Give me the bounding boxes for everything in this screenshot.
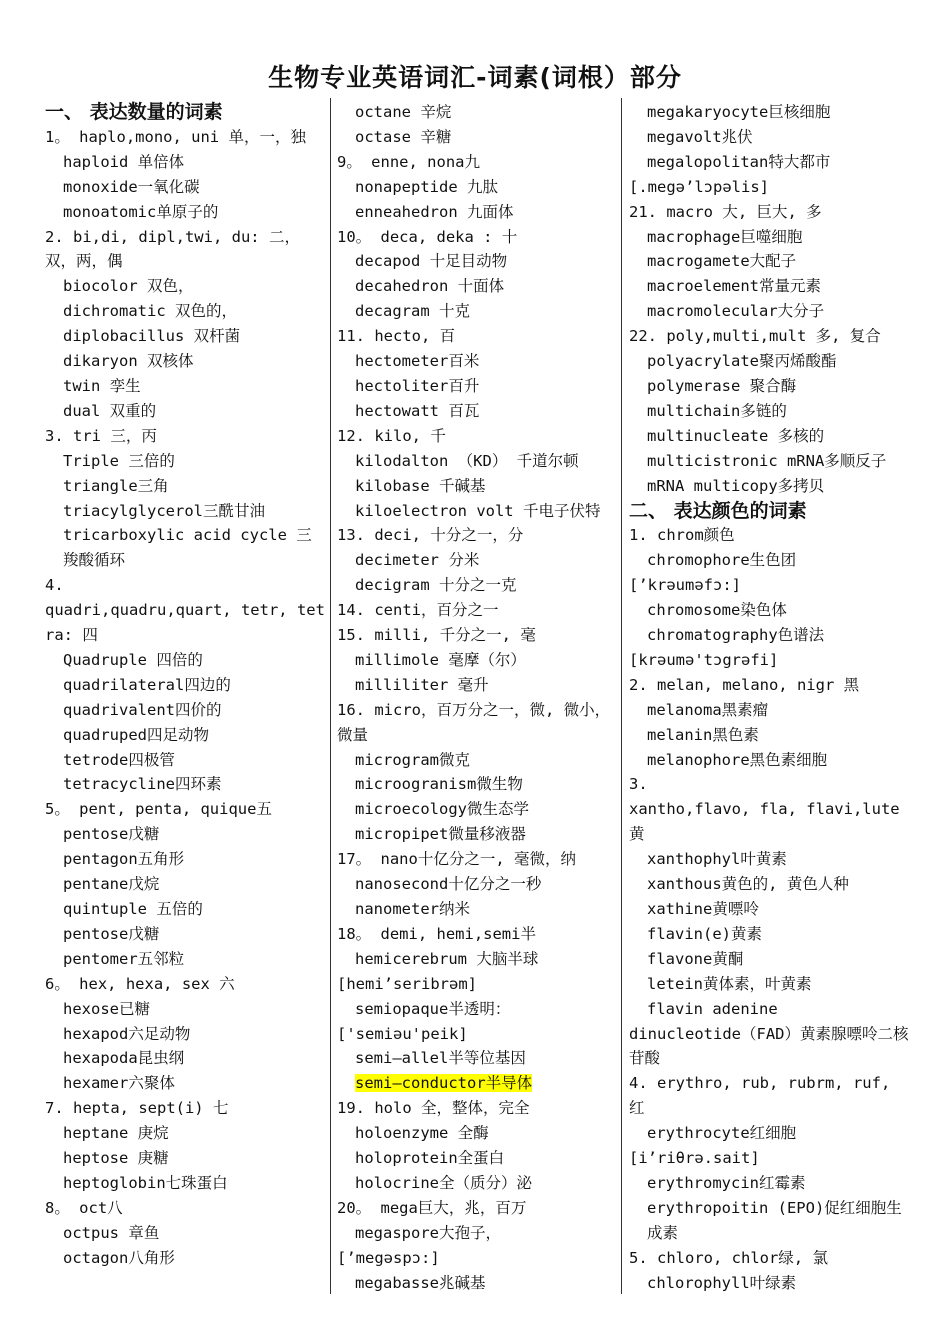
text-line [629, 474, 909, 499]
text-line [45, 1196, 327, 1221]
text-line [45, 374, 327, 399]
text-line [629, 997, 909, 1022]
text-line [45, 1171, 327, 1196]
line-text: polymerase 聚合酶 [647, 376, 797, 395]
text-line [629, 1171, 909, 1196]
text-line [45, 1046, 327, 1071]
line-text: flavin adenine [647, 999, 778, 1018]
text-line [337, 698, 619, 748]
text-line [45, 499, 327, 524]
text-line [629, 249, 909, 274]
text-line [629, 947, 909, 972]
line-text: diplobacillus 双杆菌 [63, 327, 241, 346]
text-line [629, 299, 909, 324]
text-line [337, 797, 619, 822]
text-line [45, 324, 327, 349]
text-line [337, 748, 619, 773]
line-text: [hemi’seribrəm] [337, 974, 477, 993]
line-text: haploid 单倍体 [63, 152, 185, 171]
text-line [45, 125, 327, 150]
text-line [337, 1221, 619, 1246]
line-text: macroelement常量元素 [647, 277, 821, 296]
line-text: holoenzyme 全酶 [355, 1124, 489, 1143]
line-text: triangle三角 [63, 476, 169, 495]
line-text: 5。 pent, penta, quique五 [45, 800, 272, 819]
text-line [337, 249, 619, 274]
line-text: melanoma黑素瘤 [647, 700, 769, 719]
line-text: erythropoitin (EPO)促红细胞生成素 [647, 1198, 902, 1242]
text-line [629, 200, 909, 225]
text-line [337, 474, 619, 499]
line-text: chromosome染色体 [647, 601, 787, 620]
line-text: megavolt兆伏 [647, 127, 753, 146]
text-line [629, 324, 909, 349]
line-text: holocrine全（质分）泌 [355, 1173, 532, 1192]
text-line [45, 200, 327, 225]
text-line [337, 175, 619, 200]
line-text: enneahedron 九面体 [355, 202, 514, 221]
line-text: octpus 章鱼 [63, 1223, 160, 1242]
line-text: megabasse兆碱基 [355, 1273, 486, 1292]
line-text: quadrivalent四价的 [63, 700, 222, 719]
text-line [45, 399, 327, 424]
text-line [337, 125, 619, 150]
text-line [45, 1221, 327, 1246]
line-text: macrophage巨噬细胞 [647, 227, 803, 246]
line-text: hexapod六足动物 [63, 1024, 191, 1043]
text-line [337, 947, 619, 972]
text-line [45, 847, 327, 872]
line-text: multicistronic mRNA多顺反子 [647, 451, 887, 470]
line-text: 9。 enne, nona九 [337, 152, 480, 171]
text-line [629, 673, 909, 698]
line-text: heptoglobin七珠蛋白 [63, 1173, 228, 1192]
line-text: flavone黄酮 [647, 949, 744, 968]
line-text: 11. hecto, 百 [337, 327, 456, 346]
line-text: octase 辛糖 [355, 127, 452, 146]
line-text: 3. [629, 775, 648, 794]
line-text: micropipet微量移液器 [355, 825, 526, 844]
line-text: hectometer百米 [355, 352, 480, 371]
text-line [45, 1146, 327, 1171]
line-text: melanin黑色素 [647, 725, 759, 744]
text-line [337, 1071, 619, 1096]
text-line [337, 424, 619, 449]
text-line [629, 872, 909, 897]
text-column-2 [337, 100, 619, 1296]
line-text: 17。 nano十亿分之一, 毫微，纳 [337, 850, 576, 869]
text-line [45, 922, 327, 947]
text-line [629, 648, 909, 673]
line-text: Triple 三倍的 [63, 451, 175, 470]
text-line [337, 872, 619, 897]
text-line [45, 997, 327, 1022]
text-line [337, 772, 619, 797]
text-line [629, 1196, 909, 1246]
text-line [45, 449, 327, 474]
line-text: 18。 demi, hemi,semi半 [337, 924, 536, 943]
line-text: quadrilateral四边的 [63, 675, 231, 694]
text-line [337, 1271, 619, 1296]
text-line [629, 698, 909, 723]
line-text: 22. poly,multi,mult 多, 复合 [629, 327, 881, 346]
text-line [45, 648, 327, 673]
line-text: 8。 oct八 [45, 1198, 123, 1217]
line-text: 10。 deca, deka : 十 [337, 227, 518, 246]
line-text: 1. chrom颜色 [629, 526, 735, 545]
text-line [337, 598, 619, 623]
text-line [337, 673, 619, 698]
text-line [629, 772, 909, 797]
text-line [629, 922, 909, 947]
text-line [337, 324, 619, 349]
line-text: microecology微生态学 [355, 800, 529, 819]
line-text: holoprotein全蛋白 [355, 1149, 505, 1168]
text-line [45, 598, 327, 648]
text-line [337, 922, 619, 947]
line-text: megakaryocyte巨核细胞 [647, 103, 831, 121]
line-text: quadruped四足动物 [63, 725, 209, 744]
text-line [629, 399, 909, 424]
text-line [337, 349, 619, 374]
text-line [337, 1171, 619, 1196]
text-line [629, 1246, 909, 1271]
line-text: [’krəuməfɔ:] [629, 576, 741, 595]
line-text: 3. tri 三，丙 [45, 426, 157, 445]
text-line [45, 274, 327, 299]
line-text: microgram微克 [355, 750, 470, 769]
text-line [629, 150, 909, 175]
line-text: hexamer六聚体 [63, 1074, 175, 1093]
text-line [337, 648, 619, 673]
text-line [45, 1096, 327, 1121]
section-heading [629, 499, 909, 524]
line-text: decagram 十克 [355, 302, 470, 321]
line-text: heptane 庚烷 [63, 1124, 169, 1143]
line-text: monoxide一氧化碳 [63, 177, 200, 196]
text-column-1 [45, 100, 327, 1271]
line-text: xanthophyl叶黄素 [647, 850, 787, 869]
text-line [337, 997, 619, 1022]
line-text: 21. macro 大, 巨大, 多 [629, 202, 822, 221]
line-text: ['semiəu'peik] [337, 1024, 468, 1043]
line-text: 1。 haplo,mono, uni 单，一，独 [45, 127, 306, 146]
text-line [337, 225, 619, 250]
line-text: pentose戊糖 [63, 825, 160, 844]
text-line [629, 225, 909, 250]
text-line [337, 1246, 619, 1271]
text-line [337, 822, 619, 847]
text-line [629, 598, 909, 623]
line-text: decapod 十足目动物 [355, 252, 508, 271]
text-line [337, 523, 619, 548]
line-text: decahedron 十面体 [355, 277, 505, 296]
text-line [337, 847, 619, 872]
text-line [337, 1096, 619, 1121]
line-text: milliliter 毫升 [355, 675, 489, 694]
line-text: kilodalton （KD） 千道尔顿 [355, 451, 579, 470]
line-text: 2. melan, melano, nigr 黑 [629, 675, 860, 694]
text-line [629, 274, 909, 299]
text-line [337, 897, 619, 922]
line-text: letein黄体素，叶黄素 [647, 974, 812, 993]
line-text: 4. erythro, rub, rubrm, ruf, 红 [629, 1074, 891, 1118]
line-text: quintuple 五倍的 [63, 900, 203, 918]
text-line [45, 772, 327, 797]
text-line [337, 100, 619, 125]
text-line [629, 1071, 909, 1121]
line-text: biocolor 双色， [63, 277, 194, 296]
text-line [629, 623, 909, 648]
line-text: xathine黄嘌呤 [647, 900, 759, 918]
line-text: quadri,quadru,quart, tetr, tetra: 四 [45, 601, 325, 645]
line-text: twin 孪生 [63, 376, 141, 395]
text-line [629, 374, 909, 399]
text-line [337, 1146, 619, 1171]
section-heading [45, 100, 327, 125]
text-line [45, 225, 327, 275]
text-line [45, 349, 327, 374]
text-line [337, 1046, 619, 1071]
line-text: [.megə’lɔpəlis] [629, 177, 769, 196]
line-text: pentomer五邻粒 [63, 949, 185, 968]
line-text: xanthous黄色的, 黄色人种 [647, 875, 849, 894]
line-text: dual 双重的 [63, 401, 157, 420]
text-line [45, 573, 327, 598]
line-text: hexapoda昆虫纲 [63, 1049, 185, 1068]
text-line [45, 299, 327, 324]
text-line [629, 100, 909, 125]
text-line [337, 200, 619, 225]
text-line [45, 698, 327, 723]
text-line [629, 125, 909, 150]
text-line [337, 573, 619, 598]
line-text: dinucleotide（FAD）黄素腺嘌呤二核苷酸 [629, 1024, 909, 1068]
text-line [629, 723, 909, 748]
line-text: pentane戊烷 [63, 875, 160, 894]
text-line [337, 299, 619, 324]
text-line [45, 822, 327, 847]
line-text: 19. holo 全，整体，完全 [337, 1099, 530, 1118]
text-line [45, 723, 327, 748]
line-text: flavin(e)黄素 [647, 924, 762, 943]
line-text: hemicerebrum 大脑半球 [355, 949, 539, 968]
text-line [45, 872, 327, 897]
text-line [45, 1246, 327, 1271]
line-text: multichain多链的 [647, 401, 787, 420]
text-line [337, 150, 619, 175]
line-text: 4. [45, 576, 64, 595]
line-text: monoatomic单原子的 [63, 202, 219, 221]
text-line [337, 399, 619, 424]
text-line [45, 673, 327, 698]
text-line [629, 523, 909, 548]
text-line [45, 947, 327, 972]
line-text: hectowatt 百瓦 [355, 401, 480, 420]
text-line [45, 1071, 327, 1096]
line-text: 2. bi,di, dipl,twi, du: 二，双，两，偶 [45, 227, 300, 271]
text-line [337, 972, 619, 997]
text-line [629, 797, 909, 847]
line-text: 一、 表达数量的词素 [45, 101, 223, 123]
line-text: heptose 庚糖 [63, 1149, 169, 1168]
line-text: erythrocyte红细胞 [647, 1124, 797, 1143]
text-line [629, 449, 909, 474]
line-text: nanosecond十亿分之一秒 [355, 875, 542, 894]
text-line [45, 175, 327, 200]
line-text: 16. micro，百万分之一，微, 微小，微量 [337, 700, 611, 744]
line-text: decigram 十分之一克 [355, 576, 517, 595]
line-text: microogranism微生物 [355, 775, 523, 794]
line-text: octagon八角形 [63, 1248, 175, 1267]
text-line [45, 972, 327, 997]
line-text: pentose戊糖 [63, 924, 160, 943]
highlighted-text: semi—conductor半导体 [355, 1074, 533, 1093]
text-line [337, 1196, 619, 1221]
line-text: semi—allel半等位基因 [355, 1049, 526, 1068]
text-line [629, 1271, 909, 1296]
line-text: chromophore生色团 [647, 551, 797, 570]
line-text: 13. deci, 十分之一，分 [337, 526, 524, 545]
line-text: kilobase 千碱基 [355, 476, 486, 495]
line-text: megaspore大孢子， [355, 1223, 501, 1242]
text-line [629, 1022, 909, 1072]
line-text: macromolecular大分子 [647, 302, 825, 321]
line-text: 7. hepta, sept(i) 七 [45, 1099, 229, 1118]
line-text: dichromatic 双色的， [63, 302, 237, 321]
text-line [45, 424, 327, 449]
text-line [629, 349, 909, 374]
text-line [629, 1121, 909, 1146]
text-line [629, 847, 909, 872]
line-text: 5. chloro, chlor绿, 氯 [629, 1248, 828, 1267]
text-line [629, 972, 909, 997]
page-title: 生物专业英语词汇-词素(词根）部分 [268, 63, 682, 92]
text-line [337, 499, 619, 524]
column-divider [330, 98, 331, 1294]
text-column-3 [629, 100, 909, 1296]
line-text: melanophore黑色素细胞 [647, 750, 828, 769]
line-text: octane 辛烷 [355, 103, 452, 121]
line-text: triacylglycerol三酰甘油 [63, 501, 265, 520]
text-line [629, 548, 909, 573]
text-line [45, 897, 327, 922]
line-text: kiloelectron volt 千电子伏特 [355, 501, 601, 520]
line-text: chlorophyll叶绿素 [647, 1273, 797, 1292]
text-line [629, 897, 909, 922]
line-text: pentagon五角形 [63, 850, 185, 869]
text-line [45, 474, 327, 499]
line-text: Quadruple 四倍的 [63, 650, 203, 669]
text-line [337, 1022, 619, 1047]
line-text: [i’riθrə.sait] [629, 1149, 760, 1168]
line-text: nonapeptide 九肽 [355, 177, 498, 196]
line-text: 14. centi，百分之一 [337, 601, 499, 620]
line-text: chromatography色谱法 [647, 626, 825, 645]
text-line [45, 797, 327, 822]
line-text: erythromycin红霉素 [647, 1173, 806, 1192]
line-text: megalopolitan特大都市 [647, 152, 831, 171]
text-line [45, 523, 327, 573]
text-line [45, 150, 327, 175]
column-divider [621, 98, 622, 1294]
line-text: tetracycline四环素 [63, 775, 222, 794]
line-text: 二、 表达颜色的词素 [629, 499, 807, 522]
line-text: mRNA multicopy多拷贝 [647, 476, 825, 495]
text-line [629, 573, 909, 598]
line-text: xantho,flavo, fla, flavi,lute黄 [629, 800, 900, 844]
text-line [337, 274, 619, 299]
line-text: tricarboxylic acid cycle 三羧酸循环 [63, 526, 312, 570]
line-text: polyacrylate聚丙烯酸酯 [647, 352, 837, 371]
line-text: semiopaque半透明： [355, 999, 511, 1018]
text-line [337, 548, 619, 573]
line-text: dikaryon 双核体 [63, 352, 194, 371]
text-line [629, 175, 909, 200]
text-line [629, 1146, 909, 1171]
line-text: [’megəspɔ:] [337, 1248, 440, 1267]
line-text: [krəumə'tɔgrəfi] [629, 650, 779, 669]
line-text: hectoliter百升 [355, 376, 480, 395]
line-text: 15. milli, 千分之一, 毫 [337, 626, 536, 645]
text-line [45, 1121, 327, 1146]
line-text: multinucleate 多核的 [647, 426, 825, 445]
line-text: macrogamete大配子 [647, 252, 797, 271]
line-text: tetrode四极管 [63, 750, 175, 769]
text-line [629, 424, 909, 449]
line-text: hexose已糖 [63, 999, 150, 1018]
text-line [337, 623, 619, 648]
line-text: 6。 hex, hexa, sex 六 [45, 974, 235, 993]
line-text: nanometer纳米 [355, 900, 470, 918]
line-text: decimeter 分米 [355, 551, 480, 570]
text-line [337, 374, 619, 399]
text-line [45, 748, 327, 773]
text-line [337, 449, 619, 474]
text-line [45, 1022, 327, 1047]
text-line [337, 1121, 619, 1146]
text-line [629, 748, 909, 773]
line-text: millimole 毫摩（尔） [355, 650, 526, 669]
line-text: 12. kilo, 千 [337, 426, 446, 445]
line-text: 20。 mega巨大，兆，百万 [337, 1198, 527, 1217]
